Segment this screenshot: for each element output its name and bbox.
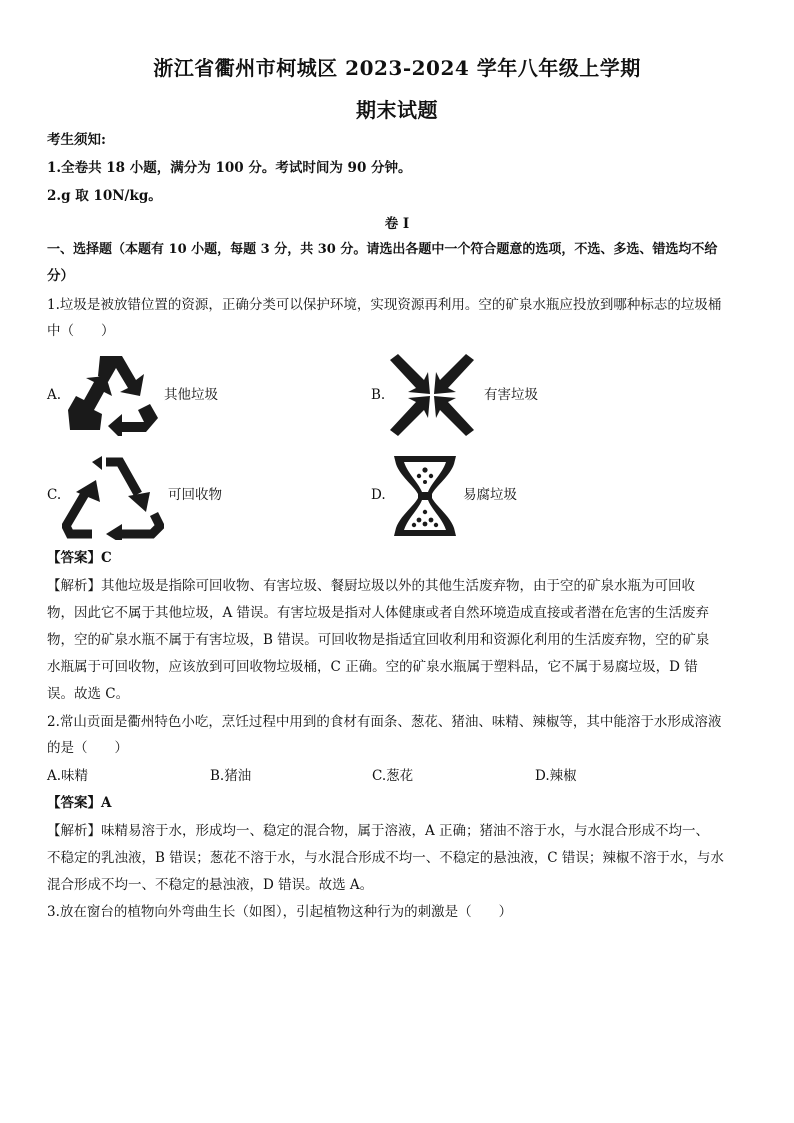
exam-title: 浙江省衢州市柯城区 2023-2024 学年八年级上学期 [153, 56, 641, 80]
q1-option-a-letter: A. [47, 387, 62, 403]
q2-stem-cont: 的是（ ） [47, 740, 128, 756]
q1-analysis-line: 水瓶属于可回收物，应该放到可回收物垃圾桶，C 正确。空的矿泉水瓶属于塑料品，它不属于易腐垃圾，D 错 [47, 659, 698, 675]
q1-analysis-line: 物，因此它不属于其他垃圾，A 错误。有害垃圾是指对人体健康或者自然环境造成直接或者潜在危害的生活废弃 [47, 605, 710, 621]
q2-option-a: A.味精 [47, 768, 89, 784]
section-heading-cont: 分） [47, 268, 74, 284]
q1-stem-cont: 中（ ） [47, 323, 115, 339]
q2-stem: 2.常山贡面是衢州特色小吃，烹饪过程中用到的食材有面条、葱花、猪油、味精、辣椒等，其中能溶于水形成溶液 [47, 714, 722, 730]
q1-analysis-line: 物，空的矿泉水瓶不属于有害垃圾，B 错误。可回收物是指适宜回收利用和资源化利用的生活废弃物，空的矿泉 [47, 632, 710, 648]
q2-option-d: D.辣椒 [535, 768, 577, 784]
other-waste-triangle-icon [64, 352, 160, 436]
recyclable-triangle-icon [62, 452, 164, 540]
q1-answer: 【答案】C [47, 550, 112, 566]
q1-option-d-letter: D. [371, 487, 386, 503]
q1-stem: 1.垃圾是被放错位置的资源，正确分类可以保护环境，实现资源再利用。空的矿泉水瓶应投放到哪种标志的垃圾桶 [47, 297, 722, 313]
volume-label: 卷 I [384, 216, 410, 232]
q1-analysis-line: 【解析】其他垃圾是指除可回收物、有害垃圾、餐厨垃圾以外的其他生活废弃物，由于空的矿泉水瓶为可回收 [47, 578, 695, 594]
q3-stem: 3.放在窗台的植物向外弯曲生长（如图），引起植物这种行为的刺激是（ ） [47, 904, 513, 920]
notice-item-2: 2.g 取 10N/kg。 [47, 188, 162, 204]
perishable-waste-hourglass-icon [392, 454, 458, 538]
exam-subtitle: 期末试题 [356, 98, 438, 122]
q2-analysis-line: 不稳定的乳浊液，B 错误；葱花不溶于水，与水混合形成不均一、不稳定的悬浊液，C 错误；辣椒不溶于水，与水 [47, 850, 724, 866]
notice-item-1: 1.全卷共 18 小题，满分为 100 分。考试时间为 90 分钟。 [47, 160, 412, 176]
notice-heading: 考生须知: [47, 132, 106, 148]
q2-analysis-line: 混合形成不均一、不稳定的悬浊液，D 错误。故选 A。 [47, 877, 374, 893]
q2-option-c: C.葱花 [372, 768, 414, 784]
q2-analysis-line: 【解析】味精易溶于水，形成均一、稳定的混合物，属于溶液，A 正确；猪油不溶于水，与水混合形成不均一、 [47, 823, 710, 839]
q1-option-b-label: 有害垃圾 [484, 387, 538, 403]
q2-answer: 【答案】A [47, 795, 112, 811]
hazardous-waste-cross-arrows-icon [388, 354, 476, 436]
q1-option-c-label: 可回收物 [168, 487, 222, 503]
q1-option-d-label: 易腐垃圾 [463, 487, 517, 503]
q1-option-a-label: 其他垃圾 [164, 387, 218, 403]
q2-option-b: B.猪油 [210, 768, 252, 784]
section-heading: 一、选择题（本题有 10 小题，每题 3 分，共 30 分。请选出各题中一个符合题意的选项，不选、多选、错选均不给 [47, 242, 718, 257]
q1-option-b-letter: B. [371, 387, 386, 403]
q1-analysis-line: 误。故选 C。 [47, 686, 130, 702]
q1-option-c-letter: C. [47, 487, 62, 503]
